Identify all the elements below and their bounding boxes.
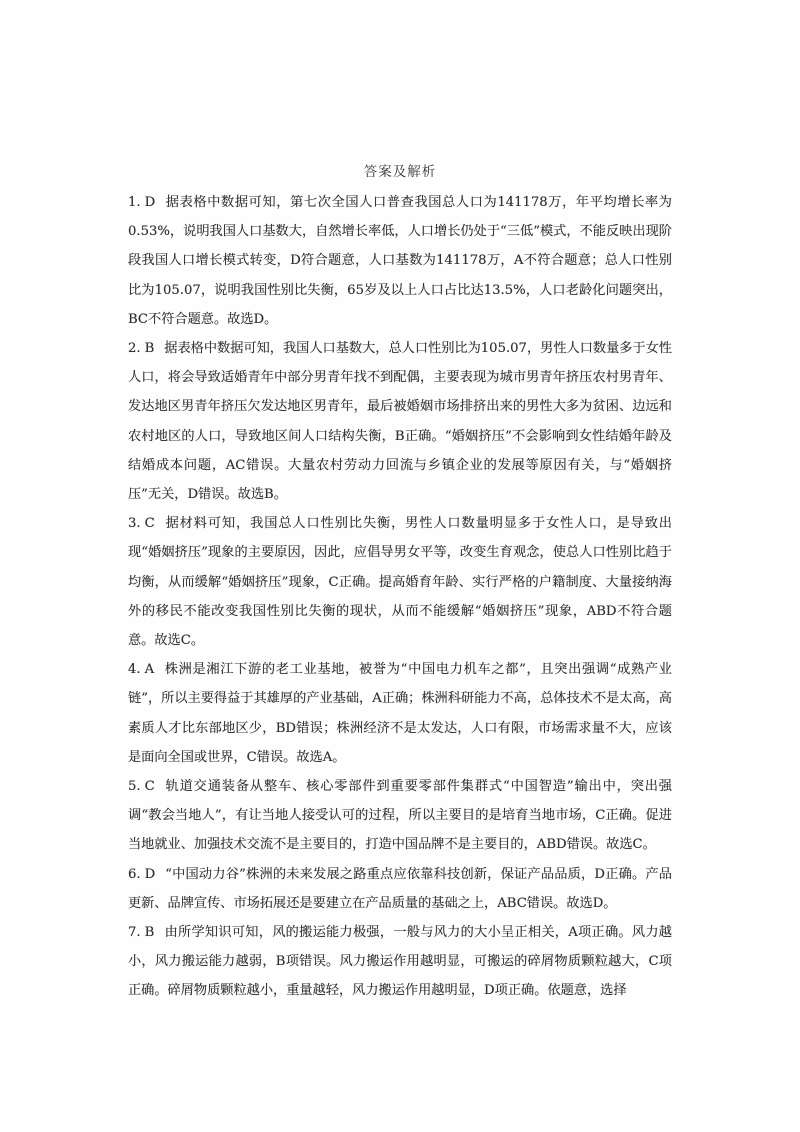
answer-item-1 — [128, 188, 672, 334]
answer-explanation: 据材料可知，我国总人口性别比失衡，男性人口数量明显多于女性人口，是导致出现“婚姻挤压”现象的主要原因，因此，应倡导男女平等，改变生育观念，使总人口性别比趋于均衡，从而缓解“婚姻挤压”现象，C正确。提高婚育年龄、实行严格的户籍制度、大量接纳海外的移民不能改变我国性别比失衡的现状，从而不能缓解“婚姻挤压”现象，ABD不符合题意。故选C。 — [128, 516, 672, 649]
answer-explanation: “中国动力谷”株洲的未来发展之路重点应依靠科技创新，保证产品品质，D正确。产品更新、品牌宣传、市场拓展还是要建立在产品质量的基础之上，ABC错误。故选D。 — [128, 866, 672, 911]
answer-item-6 — [128, 860, 672, 918]
answer-explanation: 株洲是湘江下游的老工业基地，被誉为“中国电力机车之都”，且突出强调“成熟产业链”，所以主要得益于其雄厚的产业基础，A正确；株洲科研能力不高，总体技术不是太高，高素质人才比东部地区少，BD错误；株洲经济不是太发达，人口有限，市场需求量不大，应该是面向全国或世界，C错误。故选A。 — [128, 662, 672, 765]
answer-number: 7. — [128, 925, 141, 941]
page-title: 答案及解析 — [363, 164, 437, 180]
answer-item-3 — [128, 509, 672, 655]
answer-item-4 — [128, 655, 672, 772]
answer-number: 6. — [128, 866, 141, 882]
answer-choice: A — [144, 662, 155, 678]
answer-item-2 — [128, 334, 672, 509]
answer-choice: B — [144, 925, 155, 941]
answer-choice: D — [144, 195, 156, 210]
answer-number: 2. — [128, 341, 141, 357]
answer-number: 5. — [128, 779, 141, 795]
answer-item-7 — [128, 918, 672, 1006]
answer-explanation: 轨道交通装备从整车、核心零部件到重要零部件集群式“中国智造”输出中，突出强调“教会当地人”，有让当地人接受认可的过程，所以主要目的是培育当地市场，C正确。促进当地就业、加强技术交流不是主要目的，打造中国品牌不是主要目的，ABD错误。故选C。 — [128, 779, 672, 853]
answer-choice: B — [144, 341, 155, 357]
answer-choice: C — [144, 516, 155, 532]
document-content — [128, 160, 672, 1006]
answer-explanation: 据表格中数据可知，第七次全国人口普查我国总人口为141178万，年平均增长率为0.53%，说明我国人口基数大，自然增长率低，人口增长仍处于“三低”模式，不能反映出现阶段我国人口增长模式转变，D符合题意，人口基数为141178万，A不符合题意；总人口性别比为105.07，说明我国性别比失衡，65岁及以上人口占比达13.5%，人口老龄化问题突出，BC不符合题意。故选D。 — [128, 195, 672, 327]
answer-choice: D — [144, 866, 156, 882]
answer-explanation: 由所学知识可知，风的搬运能力极强，一般与风力的大小呈正相关，A项正确。风力越小，风力搬运能力越弱，B项错误。风力搬运作用越明显，可搬运的碎屑物质颗粒越大，C项正确。碎屑物质颗粒越小，重量越轻，风力搬运作用越明显，D项正确。依题意，选择 — [128, 925, 672, 999]
answer-item-5 — [128, 772, 672, 860]
answer-number: 4. — [128, 662, 141, 678]
answer-number: 1. — [128, 195, 141, 210]
answer-choice: C — [144, 779, 155, 795]
answer-number: 3. — [128, 516, 141, 532]
answer-explanation: 据表格中数据可知，我国人口基数大，总人口性别比为105.07，男性人口数量多于女性人口，将会导致适婚青年中部分男青年找不到配偶，主要表现为城市男青年挤压农村男青年、发达地区男青年挤压欠发达地区男青年，最后被婚姻市场排挤出来的男性大多为贫困、边远和农村地区的人口，导致地区间人口结构失衡，B正确。“婚姻挤压”不会影响到女性结婚年龄及结婚成本问题，AC错误。大量农村劳动力回流与乡镇企业的发展等原因有关，与“婚姻挤压”无关，D错误。故选B。 — [128, 341, 672, 503]
